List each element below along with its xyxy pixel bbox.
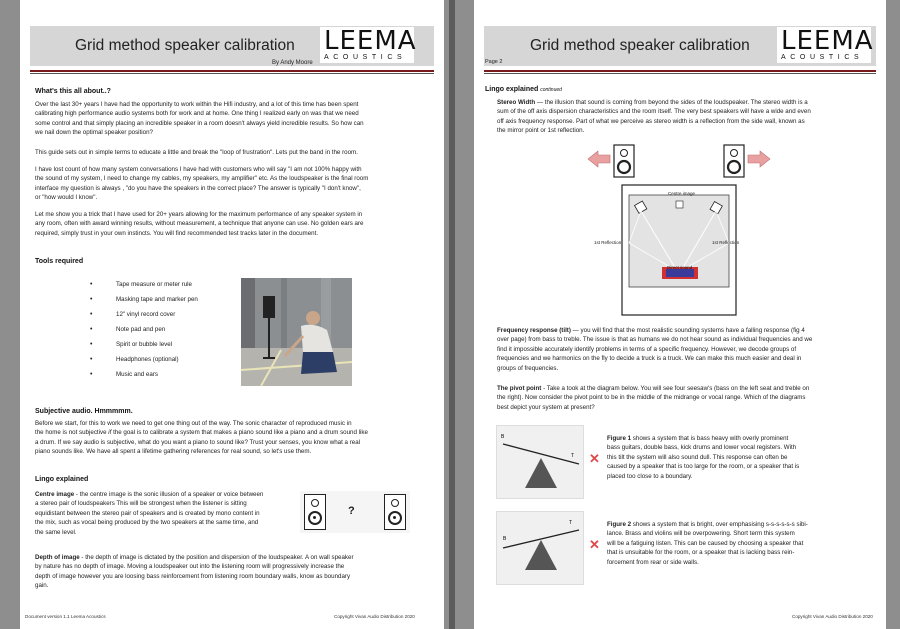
list-item: • Masking tape and marker pen xyxy=(90,292,198,307)
heading-about: What's this all about..? xyxy=(35,88,111,95)
doc-title: Grid method speaker calibration xyxy=(530,37,750,54)
depth-of-image-paragraph: Depth of image - the depth of image is dictated by the position and dispersion of the loudspeaker. A on wall speaker by nature has no depth of image. Moving a loudspeaker out into the listening room will progressively increase the depth of image however you are loosing bass reinforcement from listening room boundary walls, know as boundary gain. xyxy=(35,554,354,590)
speaker-left-icon xyxy=(304,494,326,530)
footer-right: Copyright Vivan Audio Distribution 2020 xyxy=(334,614,415,619)
heading-lingo: Lingo explained xyxy=(35,476,89,483)
page-gutter xyxy=(449,0,455,629)
figure-2-caption: Figure 2 shows a system that is bright, over emphasising s-s-s-s-s-s sibi- lance. Brass and violins will be overpowering. Short term this system will be a fatiguing listen. This can be caused by choosing a speaker that that is unsuitable for the room, or a speaker that is lacking bass rein- forcement from rear or side walls. xyxy=(607,521,808,566)
header-rule-red xyxy=(30,70,434,72)
figure-1-caption: Figure 1 shows a system that is bass heavy with overly prominent bass guitars, double bass, kick drums and lower vocal registers. With this tilt the system will also sound dull. This response can often be caused by a speaker that is too large for the room, or a speaker that is placed too close to a boundary. xyxy=(607,435,800,480)
heading-subjective: Subjective audio. Hmmmmm. xyxy=(35,408,133,415)
subjective-paragraph: Before we start, for this to work we need to get one thing out of the way. The sonic character of reproduced music in the home is not subjective if the goal is to calibrate a system that makes a piano sound like a piano and a drum sound like a drum. If we say audio is subjective, what do you want a piano to sound like? Trust your senses, you know what a real piano sounds like. We have all spent a lifetime gathering references for real sound, so let's use them. xyxy=(35,420,368,456)
logo-subtitle: ACOUSTICS xyxy=(324,54,407,61)
logo-subtitle: ACOUSTICS xyxy=(781,54,864,61)
fig2-label-treble: T xyxy=(569,520,573,526)
seesaw-figure-1 xyxy=(496,425,584,499)
centre-image-diagram xyxy=(300,491,410,533)
pivot-point-paragraph: The pivot point - Take a took at the diagram below. You will see four seesaw's (bass on the left seat and treble on the right). Now consider the pivot point to be in the middle of the midrange or vocal range. Which of the diagrams best depict your system at present? xyxy=(497,385,810,411)
speaker-right-icon xyxy=(384,494,406,530)
heading-tools: Tools required xyxy=(35,258,84,265)
label-first-reflection-right: 1st Reflection xyxy=(712,240,740,245)
page-1 xyxy=(20,0,444,629)
cross-icon: ✕ xyxy=(589,451,600,466)
list-item: • Note pad and pen xyxy=(90,322,198,337)
fig2-label-bass: B xyxy=(503,536,507,542)
label-centre-image: Centre image xyxy=(668,191,696,196)
label-first-reflection-left: 1st Reflection xyxy=(594,240,622,245)
page-number: Page 2 xyxy=(485,59,503,65)
list-item: • Tape measure or meter rule xyxy=(90,277,198,292)
seesaw-figure-2 xyxy=(496,511,584,585)
header-rule-red xyxy=(484,70,876,72)
frequency-response-paragraph: Frequency response (tilt) — you will find that the most realistic sounding systems have a falling response (fig 4 over page) from bass to treble. The issue is that as humans we do not hear sound as individual frequencies and we find it impossible accurately identify problems in terms of a specific frequency. However, we decode groups of frequencies and we harmonics on the fly to decide a truck is a truck. We can make this much easier and deal in groups of frequencies. xyxy=(497,327,813,372)
logo-wordmark: LEEMA xyxy=(781,26,874,56)
fig1-label-treble: T xyxy=(571,453,575,459)
centre-image-paragraph: Centre image - the centre image is the sonic illusion of a speaker or voice between a stereo pair of loudspeakers This will be strongest when the listener is sitting equidistant between the stereo pair of speakers and is created by mono content in the mix, such as vocal being produced by the two speakers at the same time, and the same level. xyxy=(35,491,264,536)
list-item: • 12" vinyl record cover xyxy=(90,307,198,322)
about-paragraph-4: Let me show you a trick that I have used for 20+ years allowing for the maximum performance of any speaker system in any room, often with award winning results, without measurement, a technique that anyone can use. No golden ears are required, simply trust in your own instincts. You will find recommended test tracks later in the document. xyxy=(35,211,364,237)
about-paragraph-2: This guide sets out in simple terms to educate a little and break the "loop of frustration". Lets put the band in the room. xyxy=(35,149,358,156)
fig1-label-bass: B xyxy=(501,434,505,440)
list-item: • Headphones (optional) xyxy=(90,352,198,367)
cross-icon: ✕ xyxy=(589,537,600,552)
heading-lingo-continued: Lingo explained continued xyxy=(485,86,562,93)
about-paragraph-1: Over the last 30+ years I have had the opportunity to work within the Hifi industry, and a lot of this time has been spent calibrating high performance audio systems both for work and at home. One thing I realized early on was that we need some control and that simply placing an incredible speaker in a room doesn't always yield incredible results. So how can we nail down the optimal speaker position? xyxy=(35,101,364,137)
page-2 xyxy=(474,0,886,629)
byline: By Andy Moore xyxy=(272,60,313,66)
room-diagram-svg xyxy=(586,143,776,323)
stereo-width-paragraph: Stereo Width — the illusion that sound is coming from beyond the sides of the loudspeaker. The stereo width is a sum of the off axis dispersion characteristics and the room itself. The very best speakers will have a wide and even off axis frequency response. Part of what we perceive as stereo width is a reflection from the side wall, known as the mirror point or 1st reflection. xyxy=(497,99,811,135)
list-item: • Music and ears xyxy=(90,367,198,382)
tools-list xyxy=(90,277,198,382)
footer-left: Document version 1.1 Leema Acoustics xyxy=(25,614,106,619)
about-paragraph-3: I have lost count of how many system conversations I have had with customers who will say "I am not 100% happy with the sound of my system, I need to change my cables, my speakers, my amplifier" etc. As the loudspeaker is the final room interface my question is always , "do you have the speakers in the correct place? The answer is typically "I don't know", or "how would I know". xyxy=(35,166,369,202)
footer-right: Copyright Vivan Audio Distribution 2020 xyxy=(792,614,873,619)
label-direct-sound: Direct sound xyxy=(667,265,693,270)
leema-logo xyxy=(777,26,874,63)
header-rule-grey xyxy=(30,73,434,74)
list-item: • Spirit or bubble level xyxy=(90,337,198,352)
leema-logo xyxy=(320,26,417,63)
header-rule-grey xyxy=(484,73,876,74)
question-mark: ? xyxy=(348,505,355,517)
doc-title: Grid method speaker calibration xyxy=(75,37,295,54)
logo-wordmark: LEEMA xyxy=(324,26,417,56)
technician-photo xyxy=(241,278,352,386)
